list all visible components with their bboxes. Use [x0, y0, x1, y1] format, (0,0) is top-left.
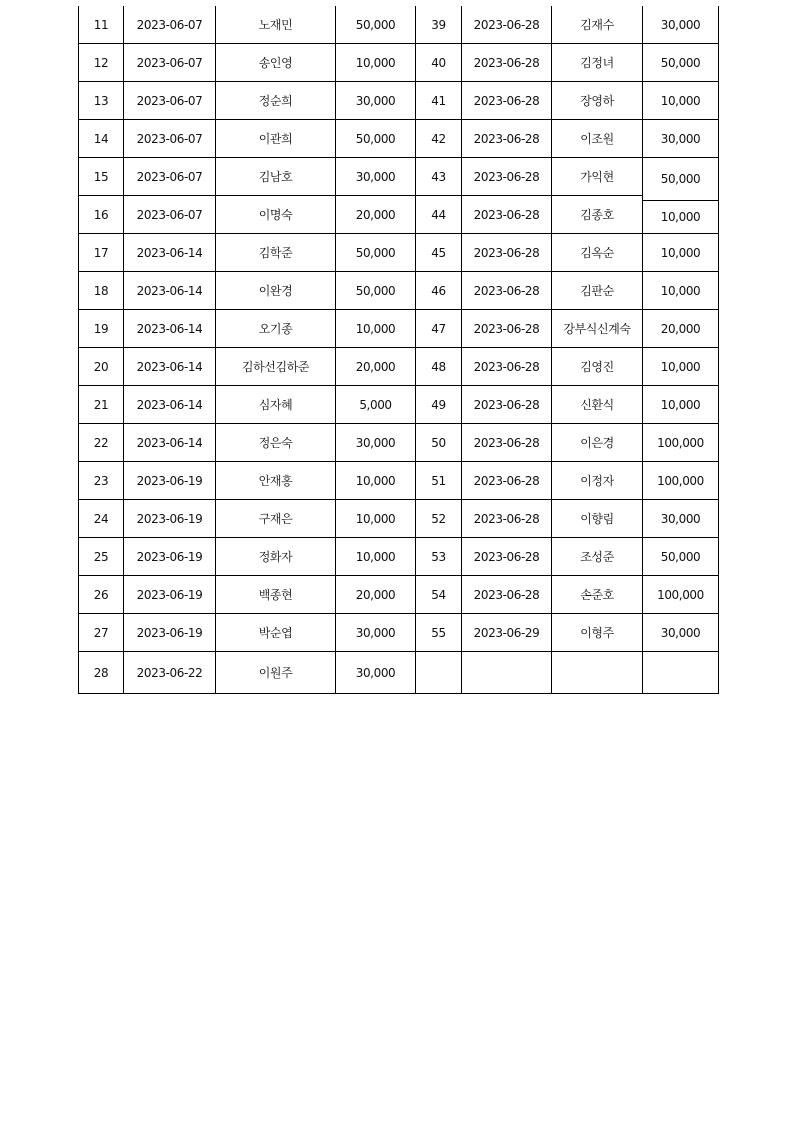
entry-date: 2023-06-14 — [124, 234, 216, 272]
entry-date: 2023-06-28 — [462, 82, 552, 120]
donor-name: 정은숙 — [216, 424, 336, 462]
entry-date: 2023-06-28 — [462, 500, 552, 538]
entry-number: 16 — [79, 196, 124, 234]
donor-name: 손준호 — [552, 576, 643, 614]
entry-number: 23 — [79, 462, 124, 500]
donor-name: 강부식신계숙 — [552, 310, 643, 348]
entry-date: 2023-06-28 — [462, 386, 552, 424]
donation-amount: 10,000 — [336, 44, 416, 82]
donor-name: 김옥순 — [552, 234, 643, 272]
entry-date: 2023-06-22 — [124, 652, 216, 694]
entry-number: 21 — [79, 386, 124, 424]
donation-amount: 10,000 — [660, 210, 701, 224]
table-row — [79, 272, 719, 310]
donor-name: 이형주 — [552, 614, 643, 652]
table-row — [79, 576, 719, 614]
entry-number: 13 — [79, 82, 124, 120]
donor-name: 이관희 — [216, 120, 336, 158]
table-row — [79, 310, 719, 348]
entry-date: 2023-06-28 — [462, 576, 552, 614]
entry-date: 2023-06-19 — [124, 462, 216, 500]
entry-date: 2023-06-07 — [124, 196, 216, 234]
table-row — [79, 462, 719, 500]
donation-amount: 10,000 — [336, 500, 416, 538]
entry-number: 48 — [416, 348, 462, 386]
donation-amount: 10,000 — [643, 386, 719, 424]
entry-date: 2023-06-28 — [462, 158, 552, 196]
entry-number: 18 — [79, 272, 124, 310]
entry-number: 51 — [416, 462, 462, 500]
donor-name: 이향림 — [552, 500, 643, 538]
entry-date: 2023-06-28 — [462, 462, 552, 500]
entry-number: 50 — [416, 424, 462, 462]
donation-amount: 30,000 — [336, 82, 416, 120]
donor-name: 가익현 — [552, 158, 643, 196]
entry-number: 40 — [416, 44, 462, 82]
donor-name: 김정녀 — [552, 44, 643, 82]
entry-number: 17 — [79, 234, 124, 272]
entry-number: 26 — [79, 576, 124, 614]
donation-amount: 50,000 — [643, 538, 719, 576]
table-row — [79, 386, 719, 424]
entry-date: 2023-06-07 — [124, 44, 216, 82]
donor-name: 김종호 — [552, 196, 643, 234]
entry-date: 2023-06-14 — [124, 348, 216, 386]
entry-number: 19 — [79, 310, 124, 348]
entry-number: 14 — [79, 120, 124, 158]
donor-name: 김하선김하준 — [216, 348, 336, 386]
donation-amount: 10,000 — [336, 310, 416, 348]
donation-amount: 50,000 — [336, 234, 416, 272]
entry-number: 41 — [416, 82, 462, 120]
entry-number: 43 — [416, 158, 462, 196]
donation-amount: 30,000 — [643, 500, 719, 538]
entry-number: 53 — [416, 538, 462, 576]
donation-amount: 5,000 — [336, 386, 416, 424]
entry-date: 2023-06-19 — [124, 576, 216, 614]
donor-name: 안재홍 — [216, 462, 336, 500]
donation-amount: 50,000 — [336, 6, 416, 44]
entry-date: 2023-06-28 — [462, 348, 552, 386]
donation-amount: 100,000 — [643, 576, 719, 614]
donation-amount: 30,000 — [336, 652, 416, 694]
donation-amount: 20,000 — [643, 310, 719, 348]
entry-date: 2023-06-19 — [124, 500, 216, 538]
amount-split — [643, 158, 718, 233]
donation-amount: 20,000 — [336, 348, 416, 386]
donation-amount: 50,000 — [643, 158, 718, 201]
table-row — [79, 614, 719, 652]
donor-name: 박순엽 — [216, 614, 336, 652]
donor-name: 이원주 — [216, 652, 336, 694]
donation-amount: 50,000 — [336, 120, 416, 158]
entry-number: 46 — [416, 272, 462, 310]
donor-name: 이명숙 — [216, 196, 336, 234]
donation-amount: 30,000 — [643, 120, 719, 158]
donation-table — [78, 6, 719, 694]
merged-amount-cell — [643, 158, 719, 234]
donor-name: 이완경 — [216, 272, 336, 310]
entry-number: 49 — [416, 386, 462, 424]
table-row — [79, 44, 719, 82]
entry-date: 2023-06-14 — [124, 386, 216, 424]
entry-date: 2023-06-28 — [462, 196, 552, 234]
entry-date: 2023-06-28 — [462, 6, 552, 44]
donor-name: 오기종 — [216, 310, 336, 348]
donation-amount: 30,000 — [643, 6, 719, 44]
entry-date: 2023-06-19 — [124, 538, 216, 576]
donor-name: 신환식 — [552, 386, 643, 424]
donation-amount: 100,000 — [643, 462, 719, 500]
donation-amount: 10,000 — [643, 272, 719, 310]
table-row — [79, 158, 719, 196]
donor-name: 노재민 — [216, 6, 336, 44]
donor-name: 이조원 — [552, 120, 643, 158]
donor-name: 김남호 — [216, 158, 336, 196]
entry-date: 2023-06-28 — [462, 310, 552, 348]
table-row — [79, 82, 719, 120]
entry-number: 24 — [79, 500, 124, 538]
donation-amount: 50,000 — [643, 44, 719, 82]
entry-number: 22 — [79, 424, 124, 462]
entry-number: 27 — [79, 614, 124, 652]
donation-amount: 10,000 — [336, 462, 416, 500]
donor-name: 송인영 — [216, 44, 336, 82]
entry-number: 54 — [416, 576, 462, 614]
entry-date: 2023-06-28 — [462, 234, 552, 272]
entry-date: 2023-06-29 — [462, 614, 552, 652]
table-row — [79, 538, 719, 576]
donation-amount: 30,000 — [643, 614, 719, 652]
donor-name: 장영하 — [552, 82, 643, 120]
table-row — [79, 120, 719, 158]
donation-amount: 100,000 — [643, 424, 719, 462]
donor-name: 조성준 — [552, 538, 643, 576]
donation-amount: 10,000 — [643, 348, 719, 386]
entry-number: 25 — [79, 538, 124, 576]
donation-amount: 20,000 — [336, 576, 416, 614]
entry-number: 28 — [79, 652, 124, 694]
entry-date: 2023-06-19 — [124, 614, 216, 652]
donor-name: 구재은 — [216, 500, 336, 538]
entry-number: 42 — [416, 120, 462, 158]
entry-date: 2023-06-28 — [462, 120, 552, 158]
donor-name — [552, 652, 643, 694]
table-row — [79, 348, 719, 386]
entry-number: 44 — [416, 196, 462, 234]
donation-amount — [643, 652, 719, 694]
donor-name: 김판순 — [552, 272, 643, 310]
entry-number: 55 — [416, 614, 462, 652]
entry-date: 2023-06-28 — [462, 44, 552, 82]
entry-date: 2023-06-28 — [462, 272, 552, 310]
entry-number: 11 — [79, 6, 124, 44]
donation-amount: 10,000 — [336, 538, 416, 576]
donation-amount: 30,000 — [336, 614, 416, 652]
donation-amount: 20,000 — [336, 196, 416, 234]
table-row — [79, 196, 719, 234]
donation-amount: 30,000 — [336, 158, 416, 196]
entry-date: 2023-06-14 — [124, 310, 216, 348]
entry-date: 2023-06-14 — [124, 424, 216, 462]
entry-number: 15 — [79, 158, 124, 196]
entry-number — [416, 652, 462, 694]
entry-number: 52 — [416, 500, 462, 538]
donor-name: 이정자 — [552, 462, 643, 500]
donor-name: 김학준 — [216, 234, 336, 272]
entry-date: 2023-06-28 — [462, 424, 552, 462]
table-row — [79, 6, 719, 44]
entry-date: 2023-06-07 — [124, 6, 216, 44]
entry-date: 2023-06-07 — [124, 82, 216, 120]
donor-name: 정화자 — [216, 538, 336, 576]
entry-number: 12 — [79, 44, 124, 82]
donor-name: 심자혜 — [216, 386, 336, 424]
entry-date: 2023-06-07 — [124, 120, 216, 158]
donation-amount: 50,000 — [336, 272, 416, 310]
donor-name: 이은경 — [552, 424, 643, 462]
entry-number: 47 — [416, 310, 462, 348]
donor-name: 김재수 — [552, 6, 643, 44]
entry-date: 2023-06-07 — [124, 158, 216, 196]
donation-amount: 10,000 — [643, 82, 719, 120]
entry-number: 20 — [79, 348, 124, 386]
donor-name: 김영진 — [552, 348, 643, 386]
donor-name: 정순희 — [216, 82, 336, 120]
table-row — [79, 500, 719, 538]
entry-date: 2023-06-28 — [462, 538, 552, 576]
donation-amount: 30,000 — [336, 424, 416, 462]
table-row — [79, 424, 719, 462]
entry-date: 2023-06-14 — [124, 272, 216, 310]
donor-name: 백종현 — [216, 576, 336, 614]
entry-number: 39 — [416, 6, 462, 44]
entry-date — [462, 652, 552, 694]
table-row — [79, 234, 719, 272]
donation-amount: 10,000 — [643, 234, 719, 272]
entry-number: 45 — [416, 234, 462, 272]
table-row — [79, 652, 719, 694]
